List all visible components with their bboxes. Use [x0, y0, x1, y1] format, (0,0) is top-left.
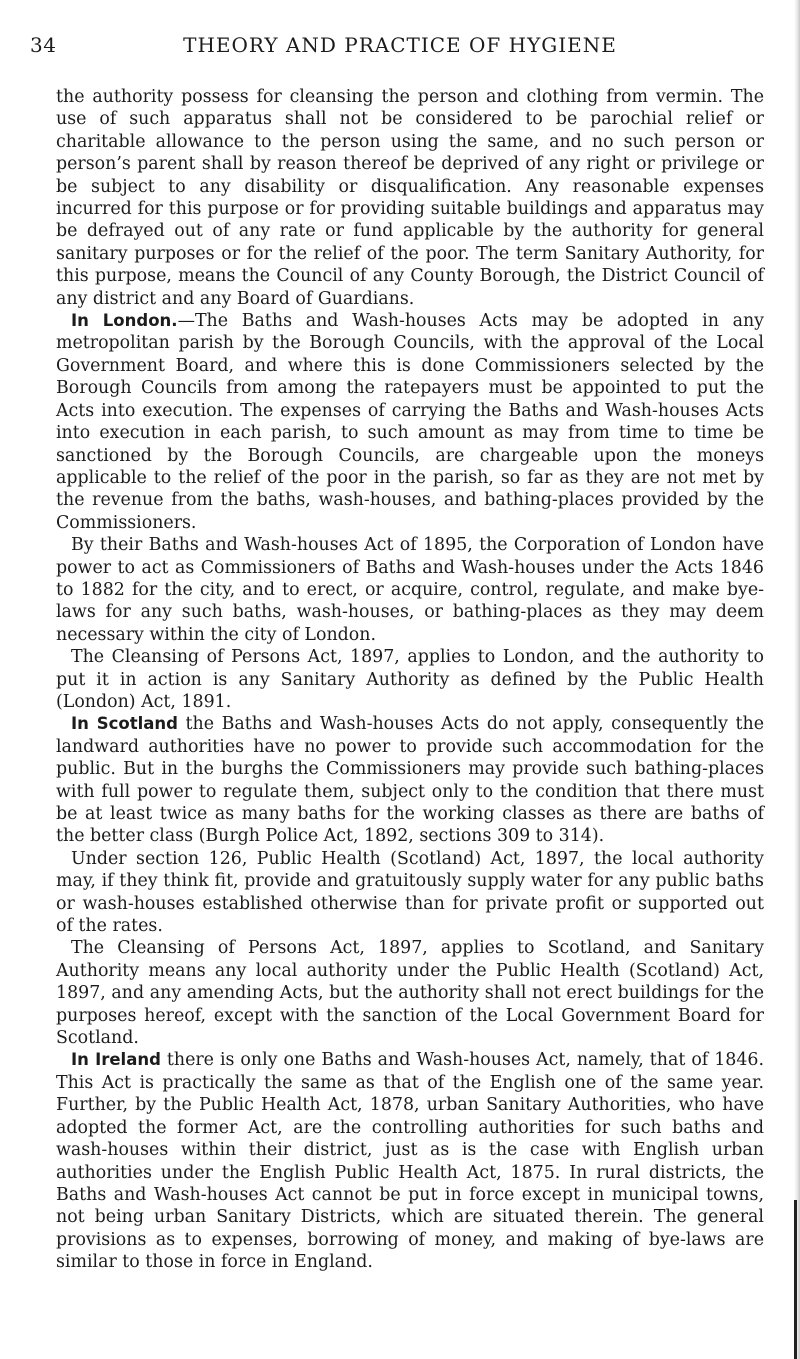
paragraph-text: the authority possess for cleansing the person and clothing from vermin. The use of such apparatus shall not be considered to be parochial relief or charitable allowance to the person using the same, and no such person or person’s parent shall by reason thereof be deprived of any right or privilege or be subject to any disability or disqualification. Any reasonable expenses incurred for this purpose or for providing suitable buildings and apparatus may be defrayed out of any rate or fund applicable by the authority for general sanitary purposes or for the relief of the poor. The term Sanitary Authority, for this purpose, means the Council of any County Borough, the District Council of any district and any Board of Guardians.	[56, 87, 764, 309]
paragraph-text: Under section 126, Public Health (Scotland) Act, 1897, the local authority may, if they think fit, provide and gratuitously supply water for any public baths or wash-houses established otherwise than for private profit or supported out of the rates.	[56, 848, 764, 937]
paragraph-cleansing-act-scotland	[56, 937, 764, 1049]
paragraph-ireland	[56, 1049, 764, 1273]
paragraph-corporation-of-london	[56, 534, 764, 646]
paragraph-text: —The Baths and Wash-houses Acts may be adopted in any metropolitan parish by the Borough Councils, with the approval of the Local Government Board, and where this is done Commissioners selected by the Borough Councils from among the ratepayers must be appointed to put the Acts into execution. The expenses of carrying the Baths and Wash-houses Acts into execution in each parish, to such amount as may from time to time be sanctioned by the Borough Councils, are chargeable upon the moneys applicable to the relief of the poor in the parish, so far as they are not met by the revenue from the baths, wash-houses, and bathing-places provided by the Commissioners.	[56, 311, 764, 533]
page-edge-shadow	[794, 0, 800, 1359]
paragraph-text: By their Baths and Wash-houses Act of 1895, the Corporation of London have power to act as Commissioners of Baths and Wash-houses under the Acts 1846 to 1882 for the city, and to erect, or acquire, control, regulate, and make bye-laws for any such baths, wash-houses, or bathing-places as they may deem necessary within the city of London.	[56, 535, 764, 645]
running-head-title: THEORY AND PRACTICE OF HYGIENE	[183, 33, 617, 57]
page-number: 34	[30, 33, 57, 57]
paragraph-text: there is only one Baths and Wash-houses Act, namely, that of 1846. This Act is practically the same as that of the English one of the same year. Further, by the Public Health Act, 1878, urban Sanitary Authorities, who have adopted the former Act, are the controlling authorities for such baths and wash-houses within their district, just as is the case with English urban authorities under the English Public Health Act, 1875. In rural districts, the Baths and Wash-houses Act cannot be put in force except in municipal towns, not being urban Sanitary Districts, which are situated therein. The general provisions as to expenses, borrowing of money, and making of bye-laws are similar to those in force in England.	[56, 1050, 764, 1273]
section-lead-ireland: In Ireland	[71, 1050, 161, 1070]
section-lead-scotland: In Scotland	[71, 714, 178, 734]
body-text	[56, 86, 764, 1274]
paragraph-text: The Cleansing of Persons Act, 1897, applies to London, and the authority to put it in action is any Sanitary Authority as defined by the Public Health (London) Act, 1891.	[56, 647, 764, 712]
running-head	[30, 33, 770, 63]
paragraph-cleansing-act-london	[56, 646, 764, 713]
paragraph-vermin-cleansing	[56, 86, 764, 310]
page-edge-mark	[794, 1200, 797, 1359]
section-lead-london: In London.	[71, 311, 178, 331]
paragraph-text: The Cleansing of Persons Act, 1897, applies to Scotland, and Sanitary Authority means any local authority under the Public Health (Scotland) Act, 1897, and any amending Acts, but the authority shall not erect buildings for the purposes hereof, except with the sanction of the Local Government Board for Scotland.	[56, 938, 764, 1049]
paragraph-london	[56, 310, 764, 534]
paragraph-text: the Baths and Wash-houses Acts do not apply, consequently the landward authorities have no power to provide such accommodation for the public. But in the burghs the Commissioners may provide such bathing-places with full power to regulate them, subject only to the condition that there must be at least twice as many baths for the working classes as there are baths of the better class (Burgh Police Act, 1892, sections 309 to 314).	[56, 714, 765, 847]
paragraph-scotland	[56, 713, 764, 847]
paragraph-section-126	[56, 848, 764, 938]
